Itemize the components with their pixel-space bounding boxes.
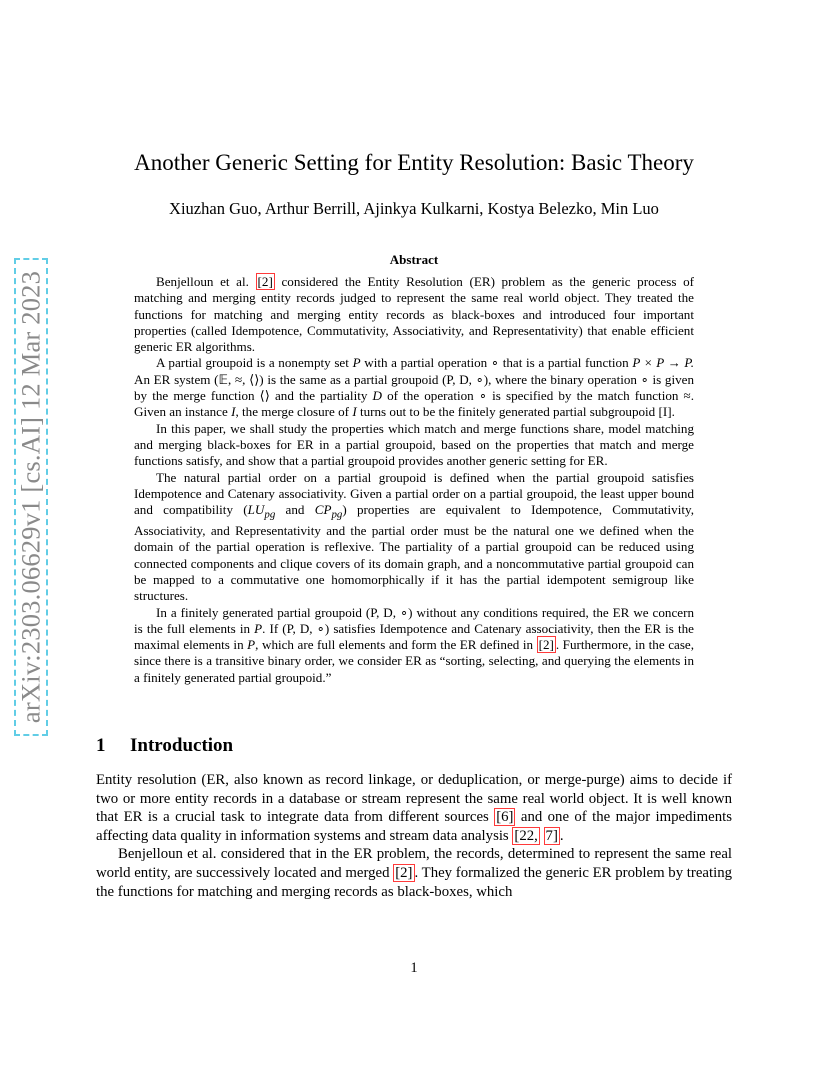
- paper-authors: Xiuzhan Guo, Arthur Berrill, Ajinkya Kulkarni, Kostya Belezko, Min Luo: [169, 199, 659, 218]
- citation-link[interactable]: [22,: [514, 827, 538, 844]
- math-subscript: pg: [331, 508, 343, 521]
- abstract-paragraph: In this paper, we shall study the properties which match and merge functions share, model matching and merging black-boxes for ER in a partial groupoid, based on the properties that match and merge functions satisfy, and show that a partial groupoid provides another generic setting for ER.: [134, 420, 694, 469]
- section-number: 1: [96, 735, 106, 756]
- math-symbol: LU: [247, 502, 265, 518]
- page-number: 1: [410, 960, 418, 976]
- citation-link[interactable]: 7]: [545, 827, 558, 844]
- text-run: of the operation ∘ is specified by the match function ≈. Given an instance: [134, 388, 694, 420]
- text-run: . If (P, D, ∘) satisfies Idempotence and Catenary associativity, then the ER is the maximal elements in: [134, 620, 694, 653]
- arxiv-identifier: arXiv:2303.06629v1 [cs.AI] 12 Mar 2023: [15, 270, 46, 724]
- paper-title: Another Generic Setting for Entity Resolution: Basic Theory: [134, 150, 694, 175]
- text-run: and: [285, 502, 305, 518]
- text-run: Entity resolution (ER, also known as record linkage, or deduplication, or merge-purge) aims to decide if two or more entity records in a database or stream represent the same real world object. It is well known that ER is a crucial task to integrate data from different sources: [96, 772, 732, 826]
- text-run: In a finitely generated partial groupoid (P, D, ∘) without any conditions required, the ER we concern is the full elements in: [134, 604, 694, 636]
- math-symbol: CP: [314, 502, 332, 518]
- math-symbol: P: [247, 637, 256, 653]
- text-run: considered the Entity Resolution (ER) problem as the generic process of matching and merging entity records judged to represent the same real world object. They treated the functions for matching and merging entity records as black-boxes and introduced four important properties (called Idempotence, Commutativity, Associativity, and Representativity) that enable efficient generic ER algorithms.: [134, 274, 694, 355]
- text-run: Benjelloun et al.: [156, 274, 249, 289]
- arxiv-stamp[interactable]: [14, 258, 48, 736]
- math-symbol: P: [254, 620, 263, 636]
- text-run: A partial groupoid is a nonempty set: [156, 355, 349, 371]
- text-run: The natural partial order on a partial groupoid is defined when the partial groupoid satisfies Idempotence and Catenary associativity. Given a partial order on a partial groupoid, the least upper bound and compatibility (: [134, 469, 694, 518]
- text-run: , the merge closure of: [235, 404, 350, 420]
- citation-link[interactable]: [2]: [257, 274, 273, 289]
- math-symbol: I: [352, 404, 357, 420]
- math-symbol: I: [231, 404, 236, 420]
- text-run: with a partial operation ∘ that is a partial function: [364, 355, 629, 371]
- math-symbol: P: [352, 355, 361, 371]
- intro-paragraph: [96, 845, 732, 901]
- text-run: ) properties are equivalent to Idempotence, Commutativity, Associativity, and Representativity and the partial order must be the natural one we defined when the domain of the partial operation is reflexive. The partiality of a partial groupoid can be reduced using connected components and clique covers of its domain graph, and a noncommutative partial groupoid can be mapped to a commutative one homomorphically if it has the partial idempotent semigroup like structures.: [134, 502, 694, 604]
- citation-link[interactable]: [6]: [496, 809, 514, 826]
- intro-paragraph: [96, 771, 732, 845]
- introduction-body: [96, 771, 732, 901]
- math-expression: P × P → P.: [632, 355, 694, 371]
- abstract-paragraph: [134, 470, 694, 605]
- text-run: . They formalized the generic ER problem by treating the functions for matching and merging records as black-boxes, which: [96, 864, 733, 900]
- section-heading: [96, 735, 233, 757]
- abstract-body: [134, 274, 694, 686]
- text-run: An ER system (𝔼, ≈, ⟨⟩) is the same as a partial groupoid (P, D, ∘), where the binary operation ∘ is given by the merge function ⟨⟩ and the partiality: [134, 371, 694, 404]
- text-run: .: [559, 827, 564, 844]
- section-title: Introduction: [130, 735, 234, 756]
- abstract-paragraph: [134, 355, 694, 420]
- text-run: , which are full elements and form the ER defined in: [255, 637, 534, 653]
- citation-link[interactable]: [2]: [538, 637, 554, 653]
- math-subscript: pg: [264, 508, 276, 521]
- text-run: and one of the major impediments affecting data quality in information systems and stream data analysis: [96, 809, 732, 844]
- abstract-paragraph: [134, 274, 694, 355]
- abstract-paragraph: [134, 605, 694, 686]
- text-run: Benjelloun et al. considered that in the ER problem, the records, determined to represent the same real world entity, are successively located and merged: [96, 846, 732, 881]
- citation-link[interactable]: [2]: [395, 864, 413, 881]
- text-run: . Furthermore, in the case, since there is a transitive binary order, we consider ER as “sorting, selecting, and querying the elements in a finitely generated partial groupoid.”: [134, 637, 695, 685]
- abstract-heading: Abstract: [389, 252, 439, 267]
- text-run: turns out to be the finitely generated partial subgroupoid [I].: [359, 404, 675, 420]
- math-symbol: D: [372, 388, 382, 404]
